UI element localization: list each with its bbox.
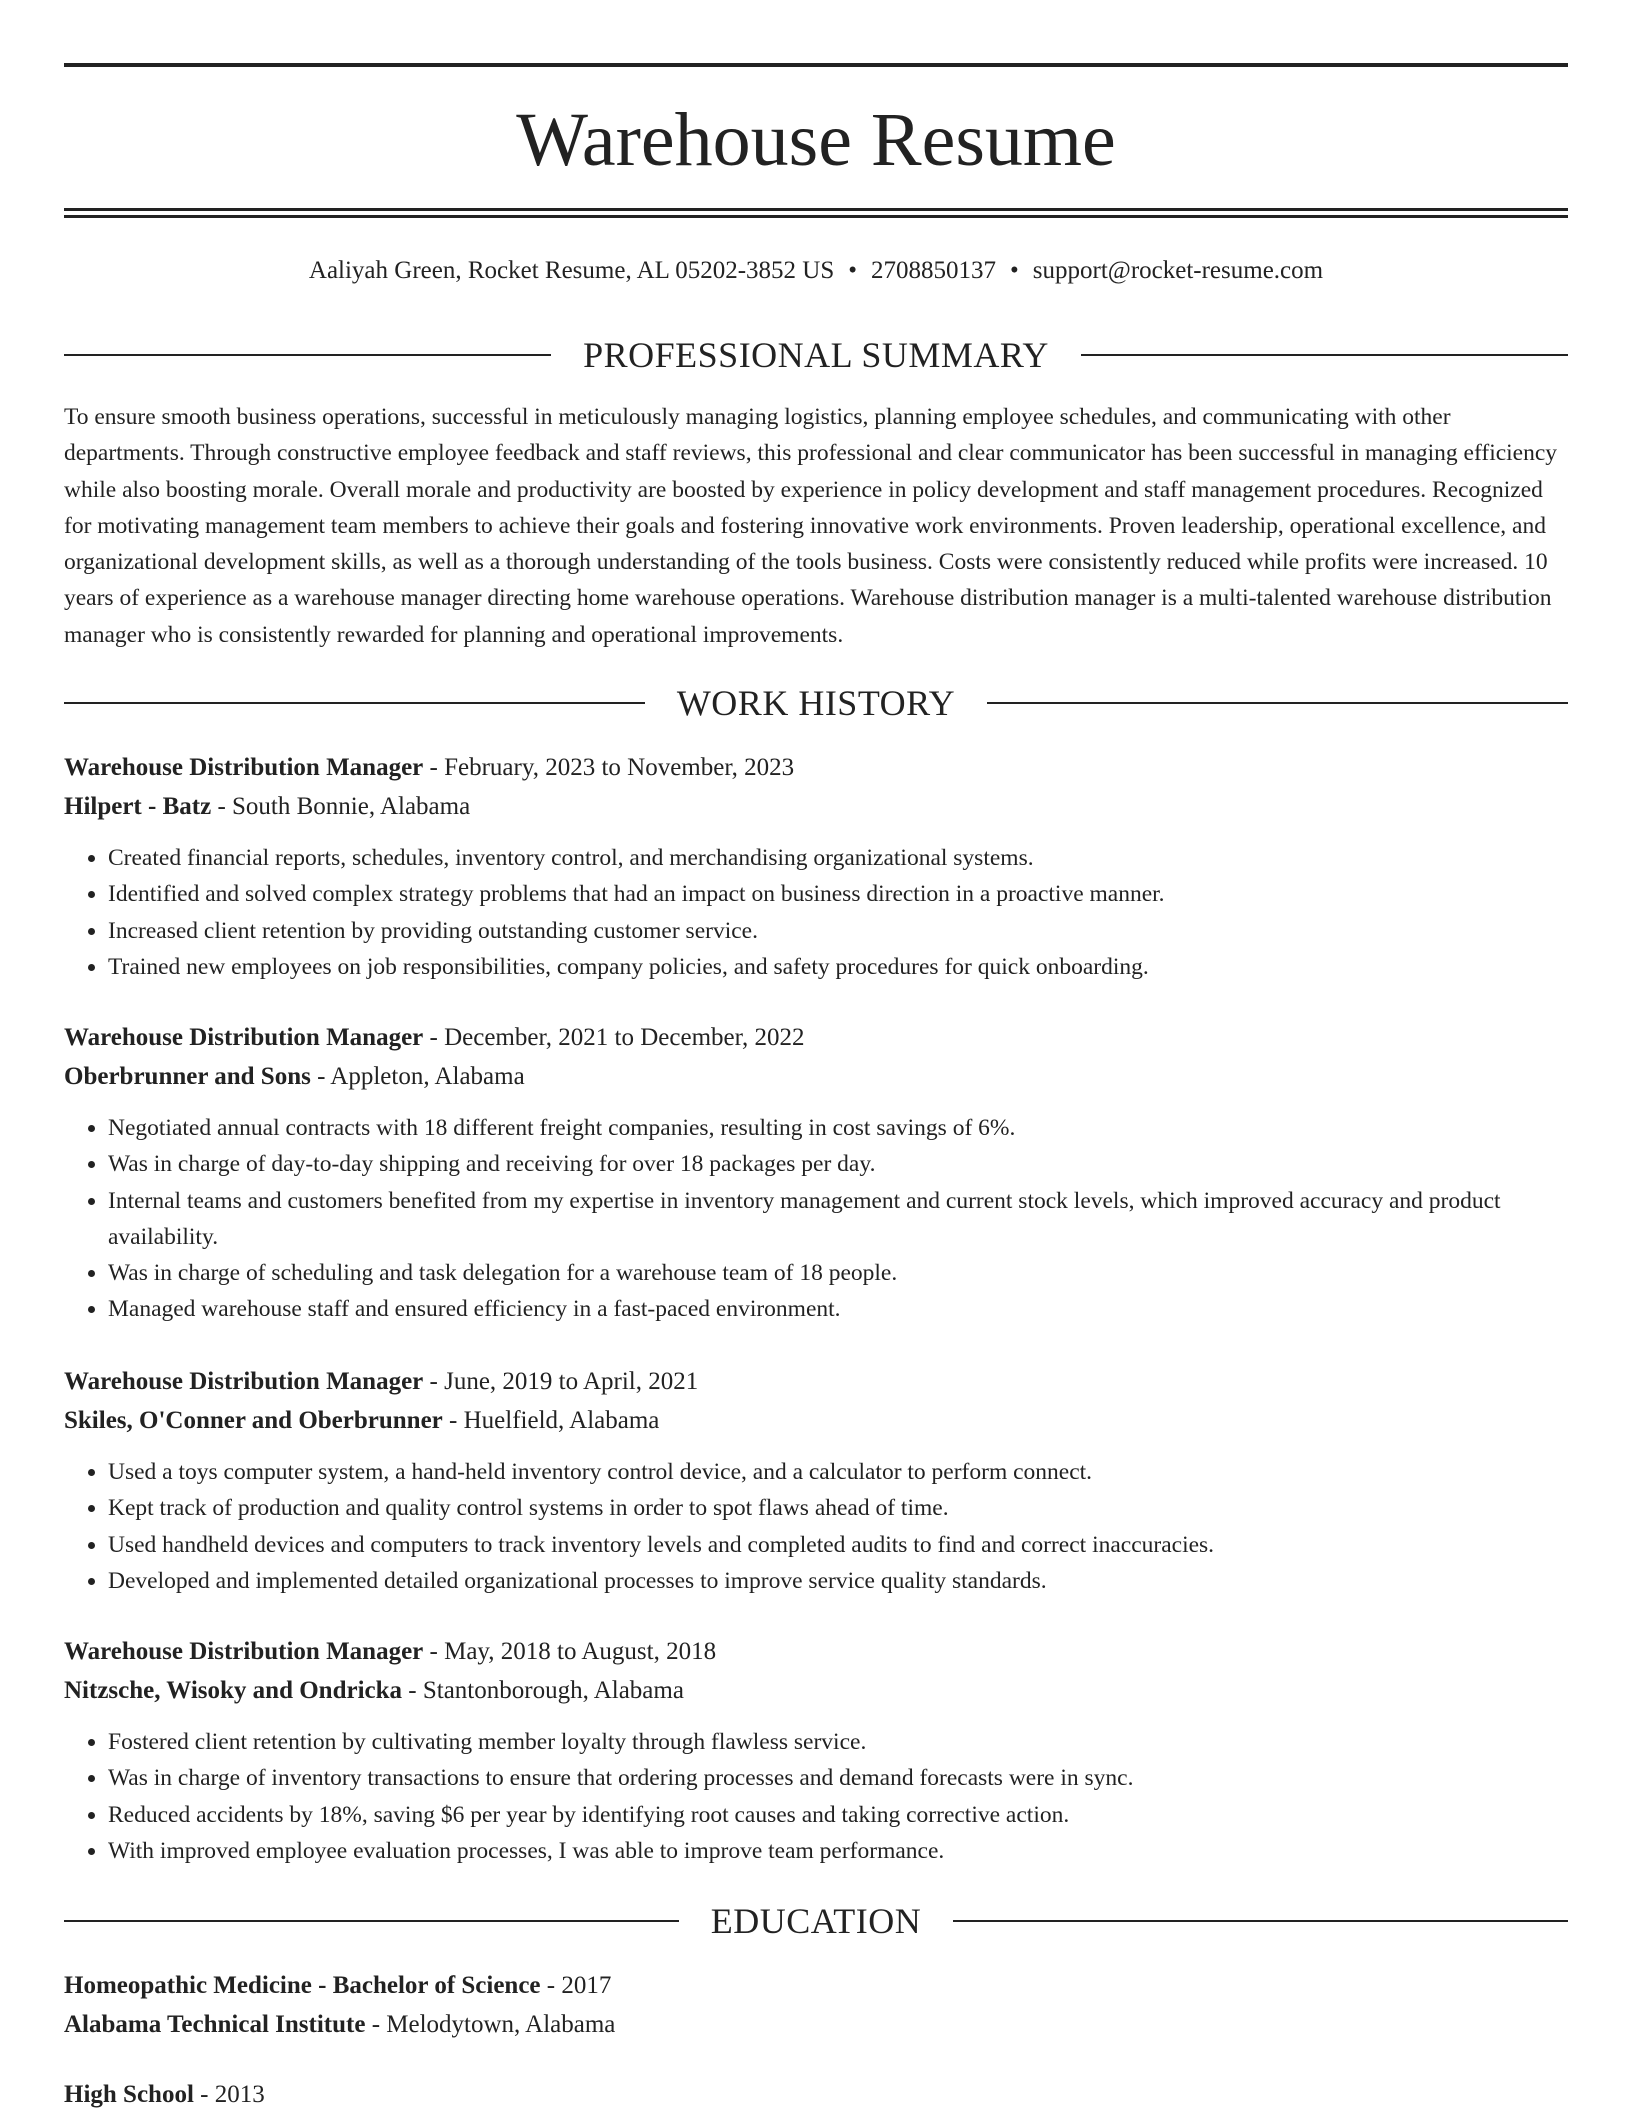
title-double-rule	[64, 208, 1568, 218]
job-location: - Stantonborough, Alabama	[402, 1677, 684, 1704]
school: Alabama Technical Institute	[64, 2011, 366, 2038]
job-title-line	[64, 1362, 1568, 1401]
job-bullet: • Was in charge of day-to-day shipping and receiving for over 18 packages per day.	[108, 1146, 1568, 1182]
job-title-line	[64, 748, 1568, 787]
job-entry	[64, 748, 1568, 985]
job-dates: - June, 2019 to April, 2021	[423, 1368, 699, 1395]
section-title: PROFESSIONAL SUMMARY	[583, 335, 1049, 375]
job-bullet: • Kept track of production and quality control systems in order to spot flaws ahead of time.	[108, 1490, 1568, 1526]
job-bullet: • Reduced accidents by 18%, saving $6 per year by identifying root causes and taking corrective action.	[108, 1797, 1568, 1833]
job-title-line	[64, 1632, 1568, 1671]
job-bullet: • Used a toys computer system, a hand-held inventory control device, and a calculator to perform connect.	[108, 1454, 1568, 1490]
job-bullet: • Was in charge of scheduling and task delegation for a warehouse team of 18 people.	[108, 1255, 1568, 1291]
summary-text: To ensure smooth business operations, successful in meticulously managing logistics, planning employee schedules, and communicating with other departments. Through constructive employee feedback and staff reviews, this professional and clear communicator has been successful in managing efficiency while also boosting morale. Overall morale and productivity are boosted by experience in policy development and staff management procedures. Recognized for motivating management team members to achieve their goals and fostering innovative work environments. Proven leadership, operational excellence, and organizational development skills, as well as a thorough understanding of the tools business. Costs were consistently reduced while profits were increased. 10 years of experience as a warehouse manager directing home warehouse operations. Warehouse distribution manager is a multi-talented warehouse distribution manager who is consistently rewarded for planning and operational improvements.	[64, 404, 1558, 648]
job-location: - Huelfield, Alabama	[442, 1407, 660, 1434]
degree: Homeopathic Medicine - Bachelor of Science	[64, 1972, 541, 1999]
job-bullet: • Fostered client retention by cultivating member loyalty through flawless service.	[108, 1724, 1568, 1760]
resume-title: Warehouse Resume	[516, 98, 1116, 182]
job-bullets	[64, 840, 1568, 985]
job-bullet: • Created financial reports, schedules, inventory control, and merchandising organizational systems.	[108, 840, 1568, 876]
school-location: - Melodytown, Alabama	[365, 2011, 616, 2038]
job-bullets	[64, 1454, 1568, 1599]
heading-rule-right	[1081, 354, 1568, 356]
degree-year: - 2013	[193, 2081, 265, 2108]
job-dates: - February, 2023 to November, 2023	[423, 754, 795, 781]
education-entry	[64, 1966, 1568, 2044]
job-location: - South Bonnie, Alabama	[211, 793, 471, 820]
section-title: WORK HISTORY	[676, 683, 956, 723]
job-bullet: • Negotiated annual contracts with 18 different freight companies, resulting in cost savings of 6%.	[108, 1110, 1568, 1146]
contact-email: support@rocket-resume.com	[1032, 257, 1324, 284]
job-company: Oberbrunner and Sons	[64, 1063, 311, 1090]
job-company-line	[64, 1671, 1568, 1710]
job-entry	[64, 1362, 1568, 1599]
job-bullet: • Developed and implemented detailed organizational processes to improve service quality standards.	[108, 1563, 1568, 1599]
job-bullet: • Was in charge of inventory transactions to ensure that ordering processes and demand forecasts were in sync.	[108, 1760, 1568, 1796]
job-bullet: • Identified and solved complex strategy problems that had an impact on business direction in a proactive manner.	[108, 876, 1568, 912]
job-title: Warehouse Distribution Manager	[64, 1024, 424, 1051]
heading-rule-left	[64, 702, 645, 704]
job-bullets	[64, 1724, 1568, 1869]
heading-rule-right	[987, 702, 1568, 704]
job-title-line	[64, 1018, 1568, 1057]
section-heading-education	[64, 1899, 1568, 1943]
job-bullet: • Increased client retention by providing outstanding customer service.	[108, 913, 1568, 949]
section-heading-summary	[64, 333, 1568, 377]
school-line	[64, 2005, 1568, 2044]
job-bullets	[64, 1110, 1568, 1328]
job-bullet: • Used handheld devices and computers to track inventory levels and completed audits to find and correct inaccuracies.	[108, 1527, 1568, 1563]
contact-separator: •	[1010, 257, 1019, 284]
top-rule	[64, 63, 1568, 67]
job-company-line	[64, 1401, 1568, 1440]
section-title: EDUCATION	[710, 1901, 922, 1941]
job-company: Skiles, O'Conner and Oberbrunner	[64, 1407, 443, 1434]
degree-line	[64, 2075, 1568, 2114]
job-bullet: • Internal teams and customers benefited from my expertise in inventory management and current stock levels, which improved accuracy and product availability.	[108, 1183, 1568, 1256]
degree-year: - 2017	[540, 1972, 612, 1999]
contact-address: Aaliyah Green, Rocket Resume, AL 05202-3852 US	[308, 257, 835, 284]
job-bullet: • Managed warehouse staff and ensured efficiency in a fast-paced environment.	[108, 1291, 1568, 1327]
heading-rule-left	[64, 1920, 679, 1922]
job-entry	[64, 1018, 1568, 1328]
job-bullet: • Trained new employees on job responsibilities, company policies, and safety procedures for quick onboarding.	[108, 949, 1568, 985]
heading-rule-left	[64, 354, 551, 356]
job-company: Nitzsche, Wisoky and Ondricka	[64, 1677, 403, 1704]
contact-separator: •	[848, 257, 858, 284]
job-dates: - May, 2018 to August, 2018	[423, 1638, 717, 1665]
job-title: Warehouse Distribution Manager	[64, 754, 424, 781]
job-dates: - December, 2021 to December, 2022	[423, 1024, 805, 1051]
education-entry	[64, 2075, 1568, 2114]
job-title: Warehouse Distribution Manager	[64, 1368, 424, 1395]
job-bullet: • With improved employee evaluation processes, I was able to improve team performance.	[108, 1833, 1568, 1869]
degree: High School	[64, 2081, 194, 2108]
heading-rule-right	[953, 1920, 1568, 1922]
job-company-line	[64, 1057, 1568, 1096]
section-heading-work-history	[64, 681, 1568, 725]
contact-phone: 2708850137	[871, 257, 997, 284]
degree-line	[64, 1966, 1568, 2005]
job-company: Hilpert - Batz	[64, 793, 212, 820]
job-entry	[64, 1632, 1568, 1869]
job-title: Warehouse Distribution Manager	[64, 1638, 424, 1665]
job-location: - Appleton, Alabama	[310, 1063, 525, 1090]
contact-line	[64, 254, 1568, 288]
job-company-line	[64, 787, 1568, 826]
